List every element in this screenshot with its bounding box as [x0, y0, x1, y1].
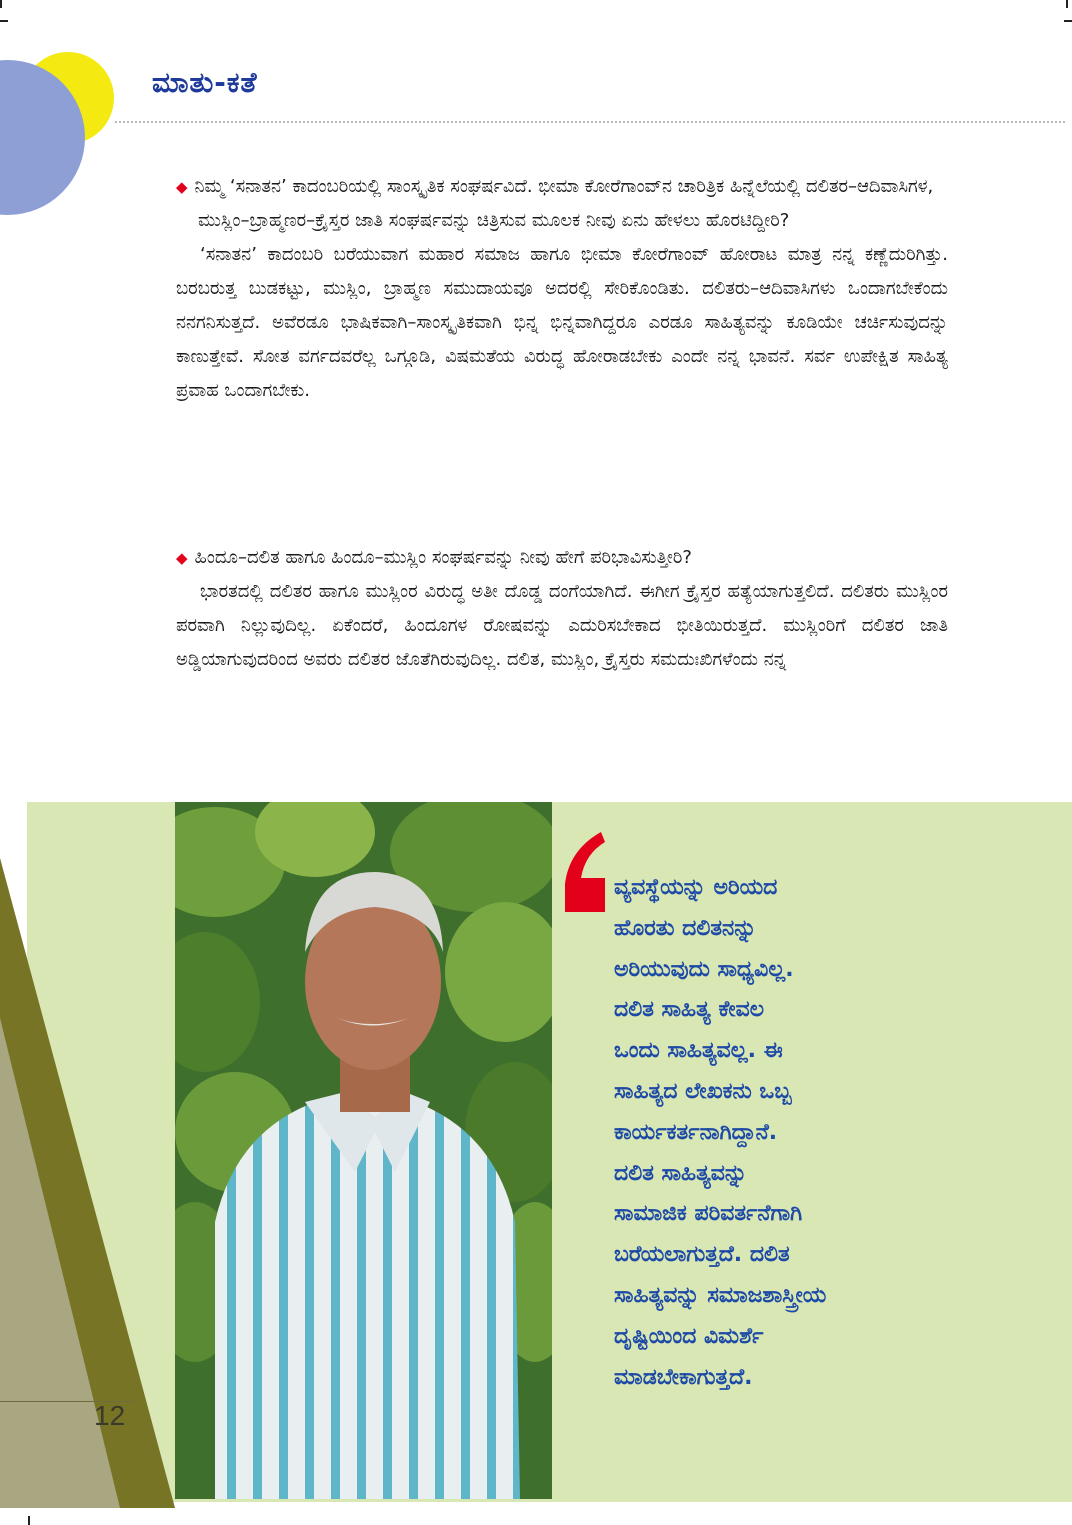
- answer-text: ಭಾರತದಲ್ಲಿ ದಲಿತರ ಹಾಗೂ ಮುಸ್ಲಿಂರ ವಿರುದ್ಧ ಅತೀ ದೊಡ್ಡ ದಂಗೆಯಾಗಿದೆ. ಈಗೀಗ ಕ್ರೈಸ್ತರ ಹತ್ಯೆಯಾಗುತ್ತಲಿದೆ. ದಲಿತರು ಮುಸ್ಲಿಂರ ಪರವಾಗಿ ನಿಲ್ಲುವುದಿಲ್ಲ. ಏಕೆಂದರೆ, ಹಿಂದೂಗಳ ರೋಷವನ್ನು ಎದುರಿಸಬೇಕಾದ ಭೀತಿಯಿರುತ್ತದೆ. ಮುಸ್ಲಿಂರಿಗೆ ದಲಿತರ ಜಾತಿ ಅಡ್ಡಿಯಾಗುವುದರಿಂದ ಅವರು ದಲಿತರ ಜೊತೆಗಿರುವುದಿಲ್ಲ. ದಲಿತ, ಮುಸ್ಲಿಂ, ಕ್ರೈಸ್ತರು ಸಮದುಃಖಿಗಳೆಂದು ನನ್ನ: [176, 581, 948, 670]
- page-number: 12: [94, 1400, 126, 1431]
- dotted-divider: [115, 121, 1065, 123]
- section-title: ಮಾತು-ಕತೆ: [152, 66, 258, 99]
- pull-quote: [614, 868, 944, 1398]
- diamond-bullet-icon: ◆: [176, 549, 188, 567]
- pull-quote-line: ಹೊರತು ದಲಿತನನ್ನು: [614, 915, 757, 941]
- answer-text: ‘ಸನಾತನ’ ಕಾದಂಬರಿ ಬರೆಯುವಾಗ ಮಹಾರ ಸಮಾಜ ಹಾಗೂ ಭೀಮಾ ಕೋರೆಗಾಂವ್ ಹೋರಾಟ ಮಾತ್ರ ನನ್ನ ಕಣ್ಣೆದುರಿಗಿತ್ತು. ಬರಬರುತ್ತ ಬುಡಕಟ್ಟು, ಮುಸ್ಲಿಂ, ಬ್ರಾಹ್ಮಣ ಸಮುದಾಯವೂ ಅದರಲ್ಲಿ ಸೇರಿಕೊಂಡಿತು. ದಲಿತರು–ಆದಿವಾಸಿಗಳು ಒಂದಾಗಬೇಕೆಂದು ನನಗನಿಸುತ್ತದೆ. ಅವೆರಡೂ ಭಾಷಿಕವಾಗಿ–ಸಾಂಸ್ಕೃತಿಕವಾಗಿ ಭಿನ್ನ ಭಿನ್ನವಾಗಿದ್ದರೂ ಎರಡೂ ಸಾಹಿತ್ಯವನ್ನು ಕೂಡಿಯೇ ಚರ್ಚಿಸುವುದನ್ನು ಕಾಣುತ್ತೇವೆ. ಸೋತ ವರ್ಗದವರೆಲ್ಲ ಒಗ್ಗೂಡಿ, ವಿಷಮತೆಯ ವಿರುದ್ಧ ಹೋರಾಡಬೇಕು ಎಂದೇ ನನ್ನ ಭಾವನೆ. ಸರ್ವ ಉಪೇಕ್ಷಿತ ಸಾಹಿತ್ಯ ಪ್ರವಾಹ ಒಂದಾಗಬೇಕು.: [176, 244, 948, 401]
- interview-item: [176, 541, 948, 677]
- pull-quote-line: ಸಾಮಾಜಿಕ ಪರಿವರ್ತನೆಗಾಗಿ: [614, 1201, 803, 1227]
- crop-mark: [1066, 0, 1068, 8]
- author-photo: [175, 802, 552, 1499]
- pull-quote-line: ಅರಿಯುವುದು ಸಾಧ್ಯವಿಲ್ಲ.: [614, 956, 794, 982]
- question-text: ಹಿಂದೂ–ದಲಿತ ಹಾಗೂ ಹಿಂದೂ–ಮುಸ್ಲಿಂ ಸಂಘರ್ಷವನ್ನು ನೀವು ಹೇಗೆ ಪರಿಭಾವಿಸುತ್ತೀರಿ?: [194, 547, 692, 568]
- crop-mark: [0, 0, 2, 8]
- pull-quote-line: ವ್ಯವಸ್ಥೆಯನ್ನು ಅರಿಯದ: [614, 875, 778, 900]
- crop-mark: [28, 1516, 30, 1525]
- pull-quote-line: ಸಾಹಿತ್ಯದ ಲೇಖಕನು ಒಬ್ಬ: [614, 1078, 792, 1104]
- question: [176, 541, 948, 575]
- pull-quote-line: ದಲಿತ ಸಾಹಿತ್ಯ ಕೇವಲ: [614, 997, 764, 1023]
- pull-quote-line: ಕಾರ್ಯಕರ್ತನಾಗಿದ್ದಾನೆ.: [614, 1119, 778, 1145]
- diamond-bullet-icon: ◆: [176, 178, 188, 196]
- crop-mark: [0, 20, 8, 22]
- pull-quote-line: ದಲಿತ ಸಾಹಿತ್ಯವನ್ನು: [614, 1160, 748, 1186]
- pull-quote-line: ಸಾಹಿತ್ಯವನ್ನು ಸಮಾಜಶಾಸ್ತ್ರೀಯ: [614, 1282, 827, 1308]
- pull-quote-line: ದೃಷ್ಟಿಯಿಂದ ವಿಮರ್ಶೆ: [614, 1323, 764, 1349]
- quote-mark-icon: [561, 832, 607, 912]
- pull-quote-line: ಮಾಡಬೇಕಾಗುತ್ತದೆ.: [614, 1364, 753, 1390]
- pull-quote-line: ಒಂದು ಸಾಹಿತ್ಯವಲ್ಲ. ಈ: [614, 1038, 783, 1064]
- question: [176, 170, 948, 238]
- interview-item: [176, 170, 948, 408]
- pull-quote-line: ಬರೆಯಲಾಗುತ್ತದೆ. ದಲಿತ: [614, 1242, 790, 1268]
- question-text: ನಿಮ್ಮ ‘ಸನಾತನ’ ಕಾದಂಬರಿಯಲ್ಲಿ ಸಾಂಸ್ಕೃತಿಕ ಸಂಘರ್ಷವಿದೆ. ಭೀಮಾ ಕೋರೆಗಾಂವ್‌ನ ಚಾರಿತ್ರಿಕ ಹಿನ್ನೆಲೆಯಲ್ಲಿ ದಲಿತರ–ಆದಿವಾಸಿಗಳ, ಮುಸ್ಲಿಂ–ಬ್ರಾಹ್ಮಣರ–ಕ್ರೈಸ್ತರ ಜಾತಿ ಸಂಘರ್ಷವನ್ನು ಚಿತ್ರಿಸುವ ಮೂಲಕ ನೀವು ಏನು ಹೇಳಲು ಹೊರಟಿದ್ದೀರಿ?: [194, 176, 934, 231]
- decorative-triangle: [0, 858, 175, 1508]
- crop-mark: [1064, 20, 1072, 22]
